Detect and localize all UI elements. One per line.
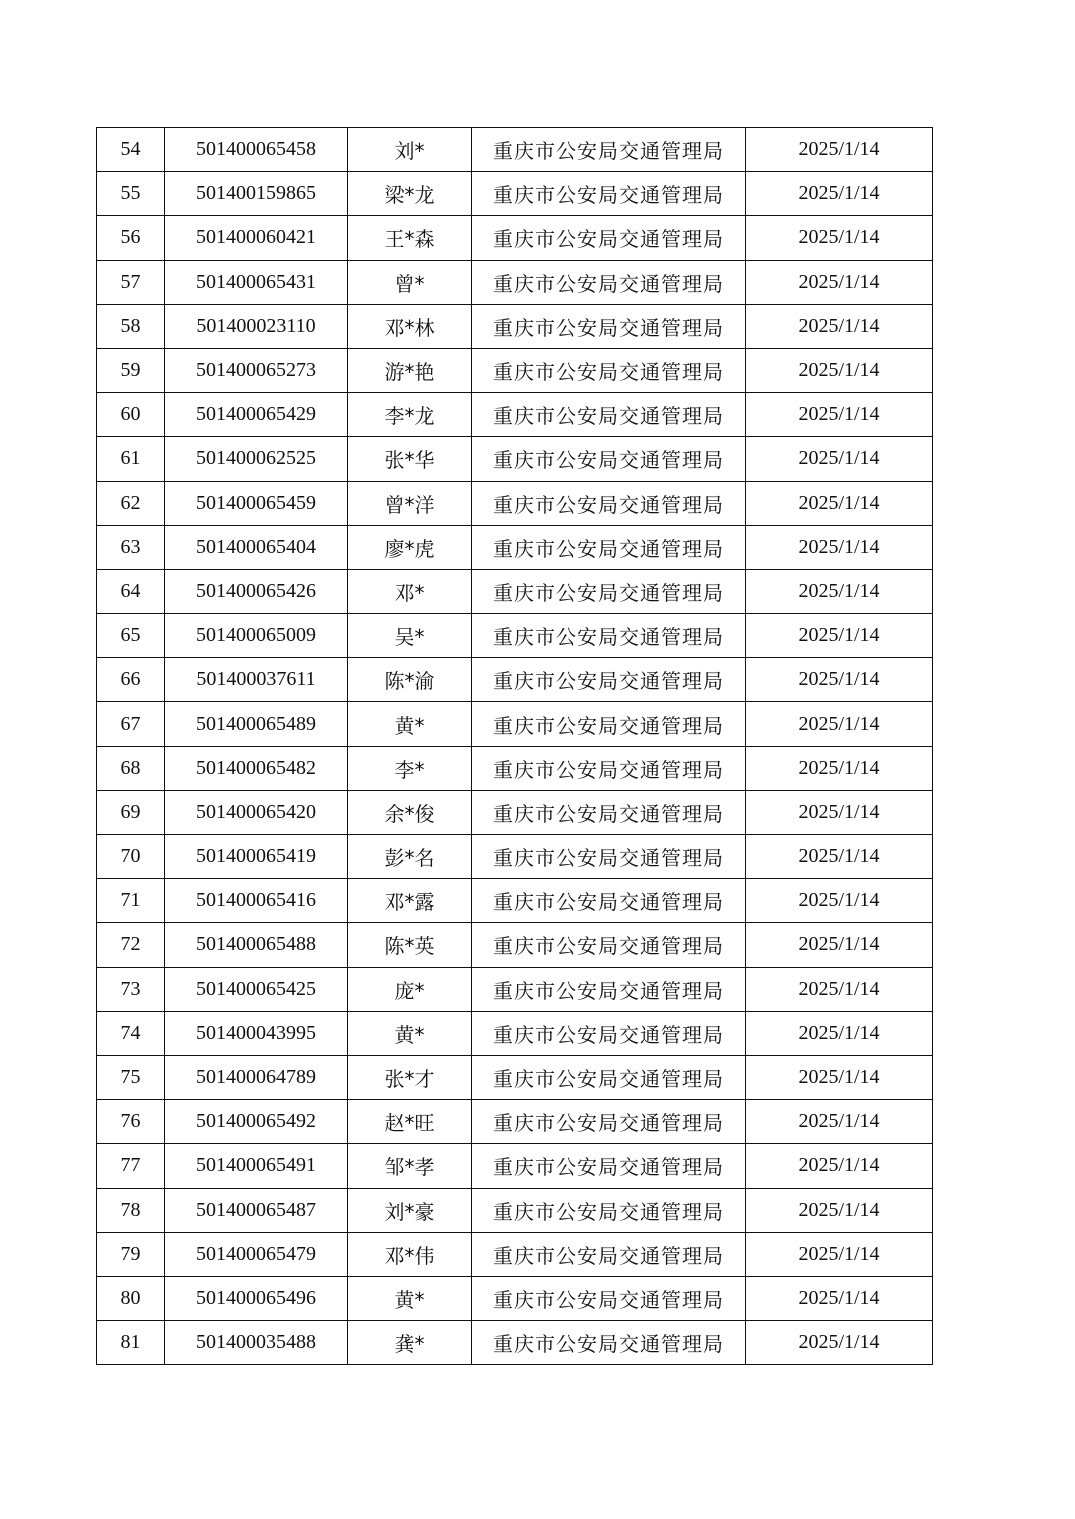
table-row: [97, 260, 933, 304]
organization-cell: 重庆市公安局交通管理局: [472, 658, 746, 702]
row-number-cell: 63: [97, 525, 165, 569]
person-name-cell: 余*俊: [348, 790, 472, 834]
person-name-cell: 刘*: [348, 128, 472, 172]
person-name-cell: 黄*: [348, 1276, 472, 1320]
organization-cell: 重庆市公安局交通管理局: [472, 304, 746, 348]
person-name-cell: 彭*名: [348, 835, 472, 879]
id-number-cell: 501400037611: [165, 658, 348, 702]
person-name-cell: 邓*: [348, 569, 472, 613]
table-row: [97, 393, 933, 437]
row-number-cell: 74: [97, 1011, 165, 1055]
row-number-cell: 80: [97, 1276, 165, 1320]
table-row: [97, 746, 933, 790]
table-row: [97, 879, 933, 923]
organization-cell: 重庆市公安局交通管理局: [472, 702, 746, 746]
id-number-cell: 501400060421: [165, 216, 348, 260]
organization-cell: 重庆市公安局交通管理局: [472, 216, 746, 260]
table-row: [97, 1144, 933, 1188]
table-row: [97, 437, 933, 481]
row-number-cell: 70: [97, 835, 165, 879]
date-cell: 2025/1/14: [746, 702, 933, 746]
row-number-cell: 79: [97, 1232, 165, 1276]
date-cell: 2025/1/14: [746, 1321, 933, 1365]
table-row: [97, 172, 933, 216]
id-number-cell: 501400065482: [165, 746, 348, 790]
id-number-cell: 501400065488: [165, 923, 348, 967]
row-number-cell: 68: [97, 746, 165, 790]
date-cell: 2025/1/14: [746, 1188, 933, 1232]
organization-cell: 重庆市公安局交通管理局: [472, 260, 746, 304]
row-number-cell: 81: [97, 1321, 165, 1365]
table-row: [97, 569, 933, 613]
person-name-cell: 游*艳: [348, 348, 472, 392]
row-number-cell: 62: [97, 481, 165, 525]
id-number-cell: 501400065491: [165, 1144, 348, 1188]
date-cell: 2025/1/14: [746, 304, 933, 348]
organization-cell: 重庆市公安局交通管理局: [472, 879, 746, 923]
person-name-cell: 梁*龙: [348, 172, 472, 216]
organization-cell: 重庆市公安局交通管理局: [472, 1276, 746, 1320]
table-row: [97, 1188, 933, 1232]
id-number-cell: 501400065273: [165, 348, 348, 392]
row-number-cell: 77: [97, 1144, 165, 1188]
organization-cell: 重庆市公安局交通管理局: [472, 1232, 746, 1276]
row-number-cell: 71: [97, 879, 165, 923]
person-name-cell: 李*龙: [348, 393, 472, 437]
date-cell: 2025/1/14: [746, 569, 933, 613]
organization-cell: 重庆市公安局交通管理局: [472, 393, 746, 437]
date-cell: 2025/1/14: [746, 481, 933, 525]
id-number-cell: 501400065425: [165, 967, 348, 1011]
id-number-cell: 501400062525: [165, 437, 348, 481]
row-number-cell: 69: [97, 790, 165, 834]
table-row: [97, 1100, 933, 1144]
table-row: [97, 525, 933, 569]
id-number-cell: 501400035488: [165, 1321, 348, 1365]
date-cell: 2025/1/14: [746, 437, 933, 481]
organization-cell: 重庆市公安局交通管理局: [472, 1100, 746, 1144]
table-row: [97, 1232, 933, 1276]
person-name-cell: 王*森: [348, 216, 472, 260]
organization-cell: 重庆市公安局交通管理局: [472, 923, 746, 967]
date-cell: 2025/1/14: [746, 658, 933, 702]
table-row: [97, 216, 933, 260]
person-name-cell: 黄*: [348, 702, 472, 746]
date-cell: 2025/1/14: [746, 1055, 933, 1099]
id-number-cell: 501400065429: [165, 393, 348, 437]
date-cell: 2025/1/14: [746, 172, 933, 216]
organization-cell: 重庆市公安局交通管理局: [472, 1144, 746, 1188]
row-number-cell: 65: [97, 614, 165, 658]
date-cell: 2025/1/14: [746, 1144, 933, 1188]
row-number-cell: 58: [97, 304, 165, 348]
organization-cell: 重庆市公安局交通管理局: [472, 835, 746, 879]
row-number-cell: 72: [97, 923, 165, 967]
row-number-cell: 60: [97, 393, 165, 437]
table-row: [97, 481, 933, 525]
person-name-cell: 邹*孝: [348, 1144, 472, 1188]
row-number-cell: 73: [97, 967, 165, 1011]
date-cell: 2025/1/14: [746, 1100, 933, 1144]
table-row: [97, 1011, 933, 1055]
id-number-cell: 501400065420: [165, 790, 348, 834]
date-cell: 2025/1/14: [746, 923, 933, 967]
table-row: [97, 348, 933, 392]
person-name-cell: 廖*虎: [348, 525, 472, 569]
row-number-cell: 76: [97, 1100, 165, 1144]
date-cell: 2025/1/14: [746, 967, 933, 1011]
person-name-cell: 陈*英: [348, 923, 472, 967]
row-number-cell: 57: [97, 260, 165, 304]
table-row: [97, 658, 933, 702]
id-number-cell: 501400065496: [165, 1276, 348, 1320]
organization-cell: 重庆市公安局交通管理局: [472, 746, 746, 790]
id-number-cell: 501400023110: [165, 304, 348, 348]
organization-cell: 重庆市公安局交通管理局: [472, 525, 746, 569]
date-cell: 2025/1/14: [746, 216, 933, 260]
row-number-cell: 55: [97, 172, 165, 216]
person-name-cell: 赵*旺: [348, 1100, 472, 1144]
row-number-cell: 66: [97, 658, 165, 702]
id-number-cell: 501400065479: [165, 1232, 348, 1276]
id-number-cell: 501400065416: [165, 879, 348, 923]
organization-cell: 重庆市公安局交通管理局: [472, 1055, 746, 1099]
date-cell: 2025/1/14: [746, 260, 933, 304]
person-name-cell: 曾*: [348, 260, 472, 304]
date-cell: 2025/1/14: [746, 835, 933, 879]
organization-cell: 重庆市公安局交通管理局: [472, 481, 746, 525]
id-number-cell: 501400065492: [165, 1100, 348, 1144]
date-cell: 2025/1/14: [746, 614, 933, 658]
person-name-cell: 邓*伟: [348, 1232, 472, 1276]
row-number-cell: 67: [97, 702, 165, 746]
table-row: [97, 1055, 933, 1099]
person-name-cell: 龚*: [348, 1321, 472, 1365]
id-number-cell: 501400065009: [165, 614, 348, 658]
id-number-cell: 501400065404: [165, 525, 348, 569]
table-row: [97, 967, 933, 1011]
row-number-cell: 56: [97, 216, 165, 260]
id-number-cell: 501400065489: [165, 702, 348, 746]
person-name-cell: 邓*露: [348, 879, 472, 923]
id-number-cell: 501400065431: [165, 260, 348, 304]
id-number-cell: 501400159865: [165, 172, 348, 216]
row-number-cell: 61: [97, 437, 165, 481]
table-row: [97, 614, 933, 658]
date-cell: 2025/1/14: [746, 393, 933, 437]
person-name-cell: 陈*渝: [348, 658, 472, 702]
organization-cell: 重庆市公安局交通管理局: [472, 348, 746, 392]
table-row: [97, 923, 933, 967]
date-cell: 2025/1/14: [746, 746, 933, 790]
person-name-cell: 李*: [348, 746, 472, 790]
person-name-cell: 庞*: [348, 967, 472, 1011]
person-name-cell: 张*华: [348, 437, 472, 481]
row-number-cell: 75: [97, 1055, 165, 1099]
date-cell: 2025/1/14: [746, 128, 933, 172]
id-number-cell: 501400043995: [165, 1011, 348, 1055]
table-row: [97, 1276, 933, 1320]
date-cell: 2025/1/14: [746, 1011, 933, 1055]
table-row: [97, 128, 933, 172]
row-number-cell: 78: [97, 1188, 165, 1232]
person-name-cell: 吴*: [348, 614, 472, 658]
id-number-cell: 501400065487: [165, 1188, 348, 1232]
roster-table-body: [97, 128, 933, 1365]
row-number-cell: 54: [97, 128, 165, 172]
table-row: [97, 702, 933, 746]
organization-cell: 重庆市公安局交通管理局: [472, 1011, 746, 1055]
row-number-cell: 64: [97, 569, 165, 613]
date-cell: 2025/1/14: [746, 1276, 933, 1320]
organization-cell: 重庆市公安局交通管理局: [472, 614, 746, 658]
person-name-cell: 刘*豪: [348, 1188, 472, 1232]
date-cell: 2025/1/14: [746, 879, 933, 923]
date-cell: 2025/1/14: [746, 525, 933, 569]
person-name-cell: 张*才: [348, 1055, 472, 1099]
organization-cell: 重庆市公安局交通管理局: [472, 967, 746, 1011]
id-number-cell: 501400065419: [165, 835, 348, 879]
id-number-cell: 501400065426: [165, 569, 348, 613]
person-name-cell: 曾*洋: [348, 481, 472, 525]
row-number-cell: 59: [97, 348, 165, 392]
date-cell: 2025/1/14: [746, 348, 933, 392]
id-number-cell: 501400064789: [165, 1055, 348, 1099]
organization-cell: 重庆市公安局交通管理局: [472, 172, 746, 216]
table-row: [97, 1321, 933, 1365]
date-cell: 2025/1/14: [746, 790, 933, 834]
id-number-cell: 501400065458: [165, 128, 348, 172]
organization-cell: 重庆市公安局交通管理局: [472, 128, 746, 172]
person-name-cell: 黄*: [348, 1011, 472, 1055]
organization-cell: 重庆市公安局交通管理局: [472, 437, 746, 481]
date-cell: 2025/1/14: [746, 1232, 933, 1276]
table-row: [97, 790, 933, 834]
roster-table: [96, 127, 933, 1365]
person-name-cell: 邓*林: [348, 304, 472, 348]
organization-cell: 重庆市公安局交通管理局: [472, 790, 746, 834]
table-row: [97, 304, 933, 348]
table-row: [97, 835, 933, 879]
organization-cell: 重庆市公安局交通管理局: [472, 569, 746, 613]
organization-cell: 重庆市公安局交通管理局: [472, 1321, 746, 1365]
organization-cell: 重庆市公安局交通管理局: [472, 1188, 746, 1232]
id-number-cell: 501400065459: [165, 481, 348, 525]
